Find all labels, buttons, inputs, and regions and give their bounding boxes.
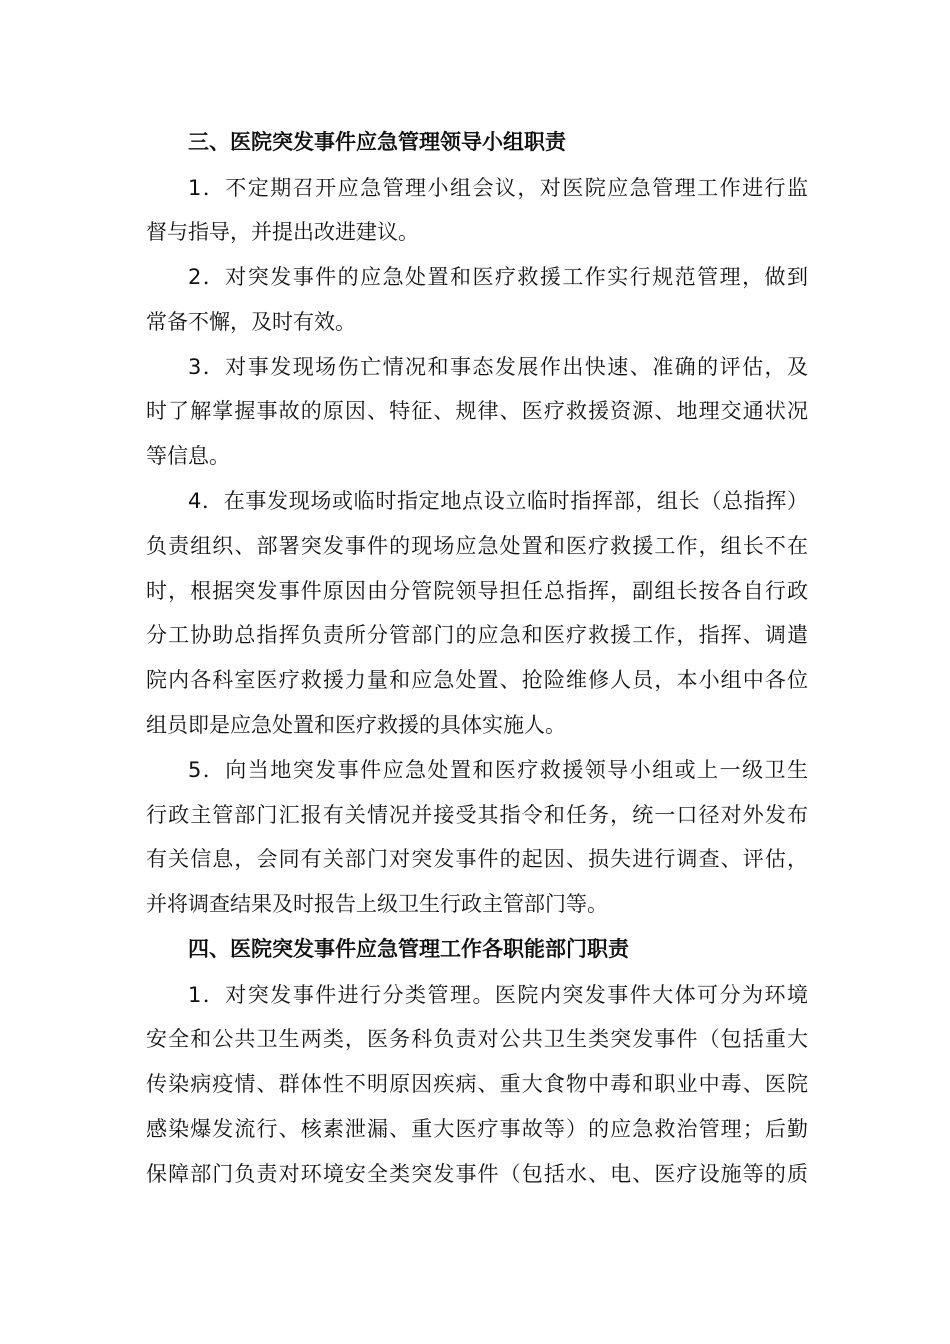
document-page <box>146 120 808 1197</box>
paragraph-line: 并将调查结果及时报告上级卫生行政主管部门等。 <box>146 892 608 917</box>
list-item <box>146 166 808 256</box>
paragraph-line: 安全和公共卫生两类，医务科负责对公共卫生类突发事件（包括重大 <box>146 1027 808 1052</box>
paragraph-line: 常备不懈，及时有效。 <box>146 309 356 334</box>
list-item <box>146 748 808 927</box>
paragraph-line: 时了解掌握事故的原因、特征、规律、医疗救援资源、地理交通状况 <box>146 399 808 424</box>
paragraph-line: 负责组织、部署突发事件的现场应急处置和医疗救援工作，组长不在 <box>146 533 808 558</box>
paragraph-line: 4．在事发现场或临时指定地点设立临时指挥部，组长（总指挥） <box>188 489 808 514</box>
list-item <box>146 345 808 479</box>
paragraph-line: 2．对突发事件的应急处置和医疗救援工作实行规范管理，做到 <box>188 265 808 290</box>
paragraph-line: 3．对事发现场伤亡情况和事态发展作出快速、准确的评估，及 <box>188 354 808 379</box>
list-item <box>146 973 808 1197</box>
paragraph-line: 行政主管部门汇报有关情况并接受其指令和任务，统一口径对外发布 <box>146 802 808 827</box>
list-item <box>146 479 808 748</box>
paragraph-line: 传染病疫情、群体性不明原因疾病、重大食物中毒和职业中毒、医院 <box>146 1072 808 1097</box>
paragraph-line: 督与指导，并提出改进建议。 <box>146 220 419 245</box>
paragraph-line: 院内各科室医疗救援力量和应急处置、抢险维修人员，本小组中各位 <box>146 668 808 693</box>
paragraph-line: 组员即是应急处置和医疗救援的具体实施人。 <box>146 713 566 738</box>
paragraph-line: 保障部门负责对环境安全类突发事件（包括水、电、医疗设施等的质 <box>146 1161 808 1186</box>
section-heading: 四、医院突发事件应急管理工作各职能部门职责 <box>188 937 629 962</box>
paragraph-line: 1．对突发事件进行分类管理。医院内突发事件大体可分为环境 <box>188 982 808 1007</box>
paragraph-line: 5．向当地突发事件应急处置和医疗救援领导小组或上一级卫生 <box>188 757 808 782</box>
paragraph-line: 1．不定期召开应急管理小组会议，对医院应急管理工作进行监 <box>188 175 808 200</box>
paragraph-line: 等信息。 <box>146 444 230 469</box>
section-heading: 三、医院突发事件应急管理领导小组职责 <box>188 130 566 154</box>
paragraph-line: 有关信息，会同有关部门对突发事件的起因、损失进行调查、评估， <box>146 847 808 872</box>
paragraph-line: 时，根据突发事件原因由分管院领导担任总指挥，副组长按各自行政 <box>146 578 808 603</box>
list-item <box>146 255 808 345</box>
paragraph-line: 感染爆发流行、核素泄漏、重大医疗事故等）的应急救治管理；后勤 <box>146 1116 808 1141</box>
paragraph-line: 分工协助总指挥负责所分管部门的应急和医疗救援工作，指挥、调遣 <box>146 623 808 648</box>
